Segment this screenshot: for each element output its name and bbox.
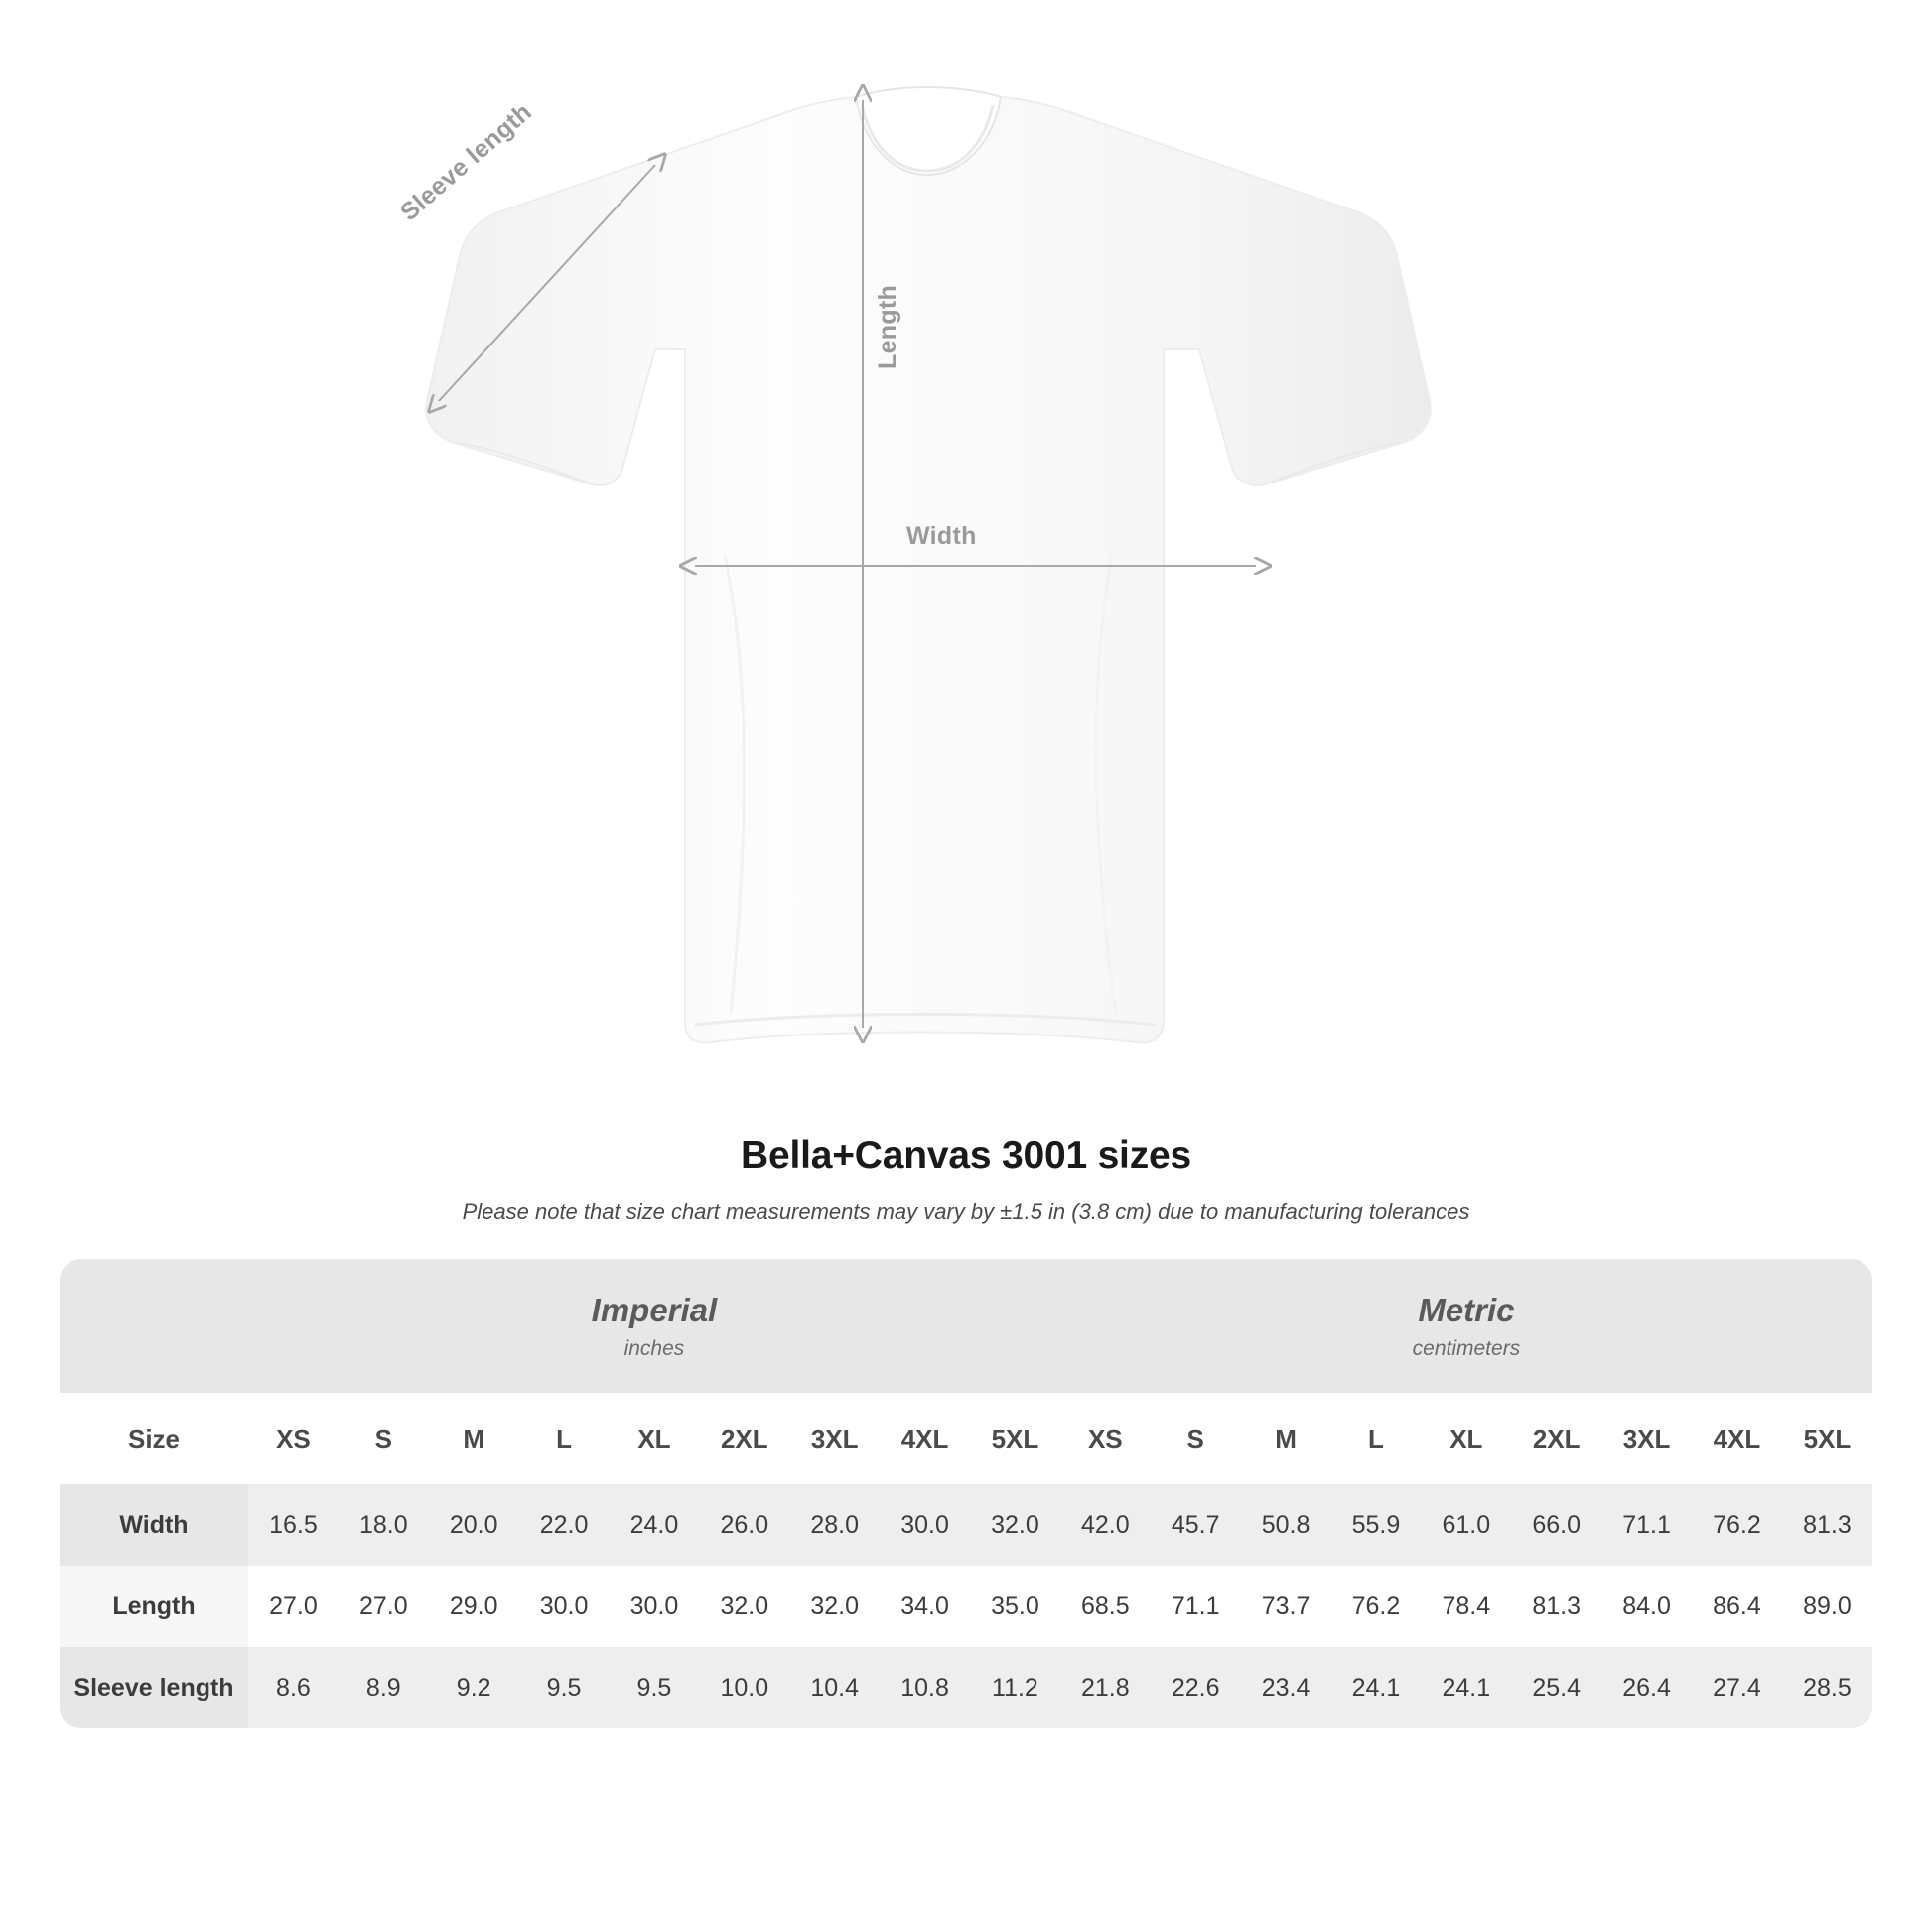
measurement-label: Width	[60, 1484, 248, 1566]
measurement-value: 68.5	[1060, 1566, 1151, 1647]
measurement-value: 27.4	[1692, 1647, 1782, 1728]
size-header-cell: 4XL	[880, 1393, 970, 1484]
size-header-cell: 2XL	[1511, 1393, 1601, 1484]
size-header-cell: XL	[1421, 1393, 1511, 1484]
size-header-cell: M	[1241, 1393, 1331, 1484]
measurement-value: 42.0	[1060, 1484, 1151, 1566]
measurement-value: 76.2	[1331, 1566, 1422, 1647]
unit-group-imperial	[248, 1259, 1060, 1393]
measurement-value: 10.4	[789, 1647, 880, 1728]
measurement-value: 24.1	[1331, 1647, 1422, 1728]
size-header-cell: M	[429, 1393, 519, 1484]
size-header-cell: 5XL	[970, 1393, 1060, 1484]
measurement-value: 27.0	[339, 1566, 429, 1647]
measurement-value: 61.0	[1421, 1484, 1511, 1566]
measurement-value: 32.0	[699, 1566, 789, 1647]
size-header-cell: 5XL	[1782, 1393, 1872, 1484]
measurement-value: 28.5	[1782, 1647, 1872, 1728]
measurement-value: 16.5	[248, 1484, 339, 1566]
size-header-cell: XS	[248, 1393, 339, 1484]
unit-group-name: Imperial	[591, 1291, 718, 1328]
measurement-value: 45.7	[1151, 1484, 1241, 1566]
measurement-value: 86.4	[1692, 1566, 1782, 1647]
size-header-label: Size	[60, 1393, 248, 1484]
tolerance-note: Please note that size chart measurements may vary by ±1.5 in (3.8 cm) due to manufacturing tolerances	[462, 1199, 1470, 1224]
table-row	[60, 1647, 1872, 1728]
size-header-cell: S	[1151, 1393, 1241, 1484]
measurement-value: 76.2	[1692, 1484, 1782, 1566]
measurement-value: 8.6	[248, 1647, 339, 1728]
page-title: Bella+Canvas 3001 sizes	[741, 1134, 1191, 1176]
measurement-value: 78.4	[1421, 1566, 1511, 1647]
measurement-value: 73.7	[1241, 1566, 1331, 1647]
measurement-value: 81.3	[1782, 1484, 1872, 1566]
size-header-cell: L	[1331, 1393, 1422, 1484]
measurement-value: 32.0	[970, 1484, 1060, 1566]
size-header-cell: XS	[1060, 1393, 1151, 1484]
measurement-value: 55.9	[1331, 1484, 1422, 1566]
measurement-value: 9.2	[429, 1647, 519, 1728]
unit-group-name: Metric	[1418, 1291, 1515, 1328]
size-header-cell: 4XL	[1692, 1393, 1782, 1484]
measurement-value: 89.0	[1782, 1566, 1872, 1647]
width-label: Width	[906, 522, 977, 550]
measurement-value: 26.4	[1601, 1647, 1692, 1728]
measurement-value: 84.0	[1601, 1566, 1692, 1647]
table-row	[60, 1566, 1872, 1647]
sleeve-length-label: Sleeve length	[395, 97, 537, 227]
measurement-value: 71.1	[1151, 1566, 1241, 1647]
measurement-label: Length	[60, 1566, 248, 1647]
measurement-value: 27.0	[248, 1566, 339, 1647]
measurement-value: 35.0	[970, 1566, 1060, 1647]
measurement-value: 22.6	[1151, 1647, 1241, 1728]
title-block	[0, 1134, 1932, 1225]
size-chart-table	[60, 1259, 1872, 1728]
size-header-cell: 2XL	[699, 1393, 789, 1484]
size-header-row	[60, 1393, 1872, 1484]
table-row	[60, 1484, 1872, 1566]
unit-group-row	[60, 1259, 1872, 1393]
measurement-value: 20.0	[429, 1484, 519, 1566]
size-header-cell: L	[519, 1393, 610, 1484]
measurement-value: 30.0	[880, 1484, 970, 1566]
measurement-value: 9.5	[519, 1647, 610, 1728]
measurement-value: 18.0	[339, 1484, 429, 1566]
size-header-cell: 3XL	[789, 1393, 880, 1484]
measurement-value: 26.0	[699, 1484, 789, 1566]
unit-group-metric	[1060, 1259, 1872, 1393]
measurement-value: 24.0	[610, 1484, 700, 1566]
measurement-value: 30.0	[519, 1566, 610, 1647]
measurement-value: 28.0	[789, 1484, 880, 1566]
measurement-value: 32.0	[789, 1566, 880, 1647]
measurement-value: 34.0	[880, 1566, 970, 1647]
measurement-value: 9.5	[610, 1647, 700, 1728]
measurement-value: 21.8	[1060, 1647, 1151, 1728]
measurement-value: 50.8	[1241, 1484, 1331, 1566]
measurement-value: 22.0	[519, 1484, 610, 1566]
measurement-value: 10.8	[880, 1647, 970, 1728]
size-header-cell: 3XL	[1601, 1393, 1692, 1484]
measurement-label: Sleeve length	[60, 1647, 248, 1728]
measurement-value: 25.4	[1511, 1647, 1601, 1728]
size-chart-table-wrapper	[60, 1259, 1872, 1728]
measurement-value: 23.4	[1241, 1647, 1331, 1728]
measurement-value: 10.0	[699, 1647, 789, 1728]
length-label: Length	[874, 284, 901, 369]
measurement-value: 81.3	[1511, 1566, 1601, 1647]
size-header-cell: XL	[610, 1393, 700, 1484]
measurement-value: 66.0	[1511, 1484, 1601, 1566]
measurement-value: 24.1	[1421, 1647, 1511, 1728]
measurement-value: 8.9	[339, 1647, 429, 1728]
size-header-cell: S	[339, 1393, 429, 1484]
measurement-value: 29.0	[429, 1566, 519, 1647]
measurement-value: 11.2	[970, 1647, 1060, 1728]
measurement-value: 30.0	[610, 1566, 700, 1647]
unit-group-sub: centimeters	[1412, 1336, 1521, 1360]
measurement-value: 71.1	[1601, 1484, 1692, 1566]
unit-group-sub: inches	[623, 1336, 685, 1360]
table-corner-cell	[60, 1259, 248, 1393]
